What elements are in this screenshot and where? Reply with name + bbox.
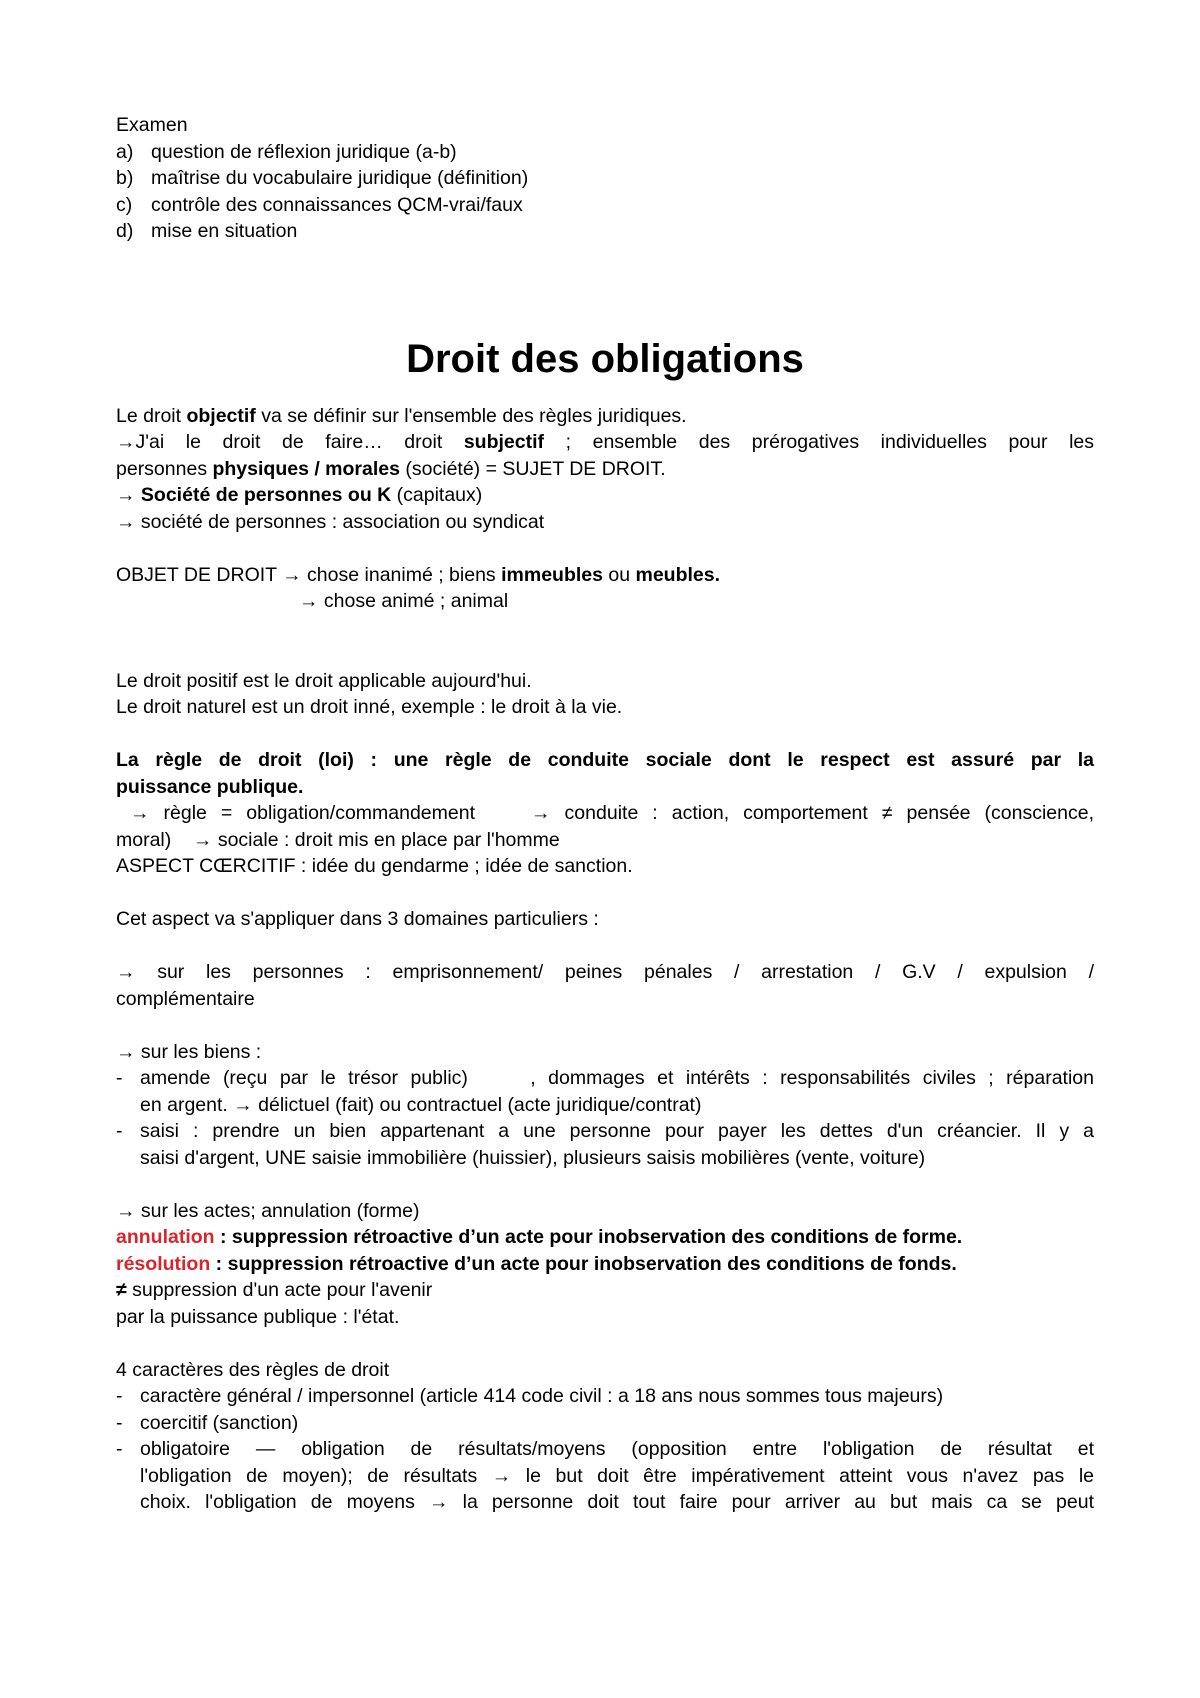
exam-heading: Examen [116,114,188,136]
definition-resolution: résolution : suppression rétroactive d’un acte pour inobservation des conditions de fonds. [116,1252,957,1275]
paragraph-line: personnes physiques / morales (société) = SUJET DE DROIT. [116,457,666,480]
exam-item [116,165,1094,192]
paragraph-line: 4 caractères des règles de droit [116,1358,390,1381]
document-title: Droit des obligations [406,336,804,381]
list-item: - saisi : prendre un bien appartenant a une personne pour payer les dettes d'un créancier. Il y a saisi d'argent, UNE saisie immobilière (huissier), plusieurs saisis mobilières (vente, voiture) [116,1120,1094,1169]
paragraph-line: moral) → sociale : droit mis en place par l'homme [116,828,560,851]
exam-item-text: contrôle des connaissances QCM-vrai/faux [151,193,523,216]
paragraph-line: Le droit objectif va se définir sur l'ensemble des règles juridiques. [116,404,687,427]
paragraph-line: →J'ai le droit de faire… droit subjectif ; ensemble des prérogatives individuelles pour les [116,431,1095,453]
paragraph-line: complémentaire [116,987,255,1010]
list-item: - obligatoire — obligation de résultats/moyens (opposition entre l'obligation de résultat et l'obligation de moyen); de résultats → le but doit être impérativement atteint vous n'avez pas le choix. l'obligation de moyens → la personne doit tout faire pour arriver au but mais ca se peut [116,1438,1094,1513]
paragraph-line: → sur les actes; annulation (forme) [116,1199,420,1222]
rule-definition: puissance publique. [116,775,304,798]
exam-item [116,192,1094,219]
paragraph-line: → Société de personnes ou K (capitaux) [116,484,483,506]
exam-item-text: maîtrise du vocabulaire juridique (définition) [151,167,529,189]
list-item: - caractère général / impersonnel (article 414 code civil : a 18 ans nous sommes tous majeurs) [116,1383,1094,1410]
list-marker: d) [116,220,134,242]
list-marker: - [116,1438,123,1460]
paragraph-line: → règle = obligation/commandement → conduite : action, comportement ≠ pensée (conscience, [116,802,1094,824]
list-marker: a) [116,140,134,163]
paragraph-line: OBJET DE DROIT → chose inanimé ; biens immeubles ou meubles. [116,563,721,586]
term-annulation: annulation [116,1226,215,1248]
list-marker: b) [116,167,134,189]
rule-definition: La règle de droit (loi) : une règle de conduite sociale dont le respect est assuré par la [116,749,1094,771]
paragraph-line: Cet aspect va s'appliquer dans 3 domaines particuliers : [116,908,599,930]
paragraph-line: → société de personnes : association ou syndicat [116,510,545,533]
exam-item [116,218,1094,245]
paragraph-line: par la puissance publique : l'état. [116,1305,400,1328]
paragraph-line: → sur les biens : [116,1040,262,1063]
list-marker: - [116,1385,123,1407]
paragraph-line: Le droit positif est le droit applicable aujourd'hui. [116,669,532,692]
list-item: - amende (reçu par le trésor public) , dommages et intérêts : responsabilités civiles ; réparation en argent. → délictuel (fait) ou contractuel (acte juridique/contrat) [116,1067,1094,1116]
list-marker: - [116,1067,123,1089]
paragraph-line: → sur les personnes : emprisonnement/ peines pénales / arrestation / G.V / expulsion / [116,961,1094,983]
definition-annulation: annulation : suppression rétroactive d’un acte pour inobservation des conditions de forme. [116,1226,963,1248]
list-marker: c) [116,193,133,216]
paragraph-line: → chose animé ; animal [299,590,509,612]
list-item: - coercitif (sanction) [116,1410,1094,1437]
document-page [116,112,1094,1516]
paragraph-line: ASPECT CŒRCITIF : idée du gendarme ; idée de sanction. [116,855,633,877]
exam-item-text: question de réflexion juridique (a-b) [151,140,457,163]
exam-item-text: mise en situation [151,220,298,242]
list-marker: - [116,1120,123,1142]
exam-item [116,139,1094,166]
term-resolution: résolution [116,1252,211,1275]
paragraph-line: ≠ suppression d'un acte pour l'avenir [116,1279,433,1301]
paragraph-line: Le droit naturel est un droit inné, exemple : le droit à la vie. [116,696,623,718]
list-marker: - [116,1411,123,1434]
